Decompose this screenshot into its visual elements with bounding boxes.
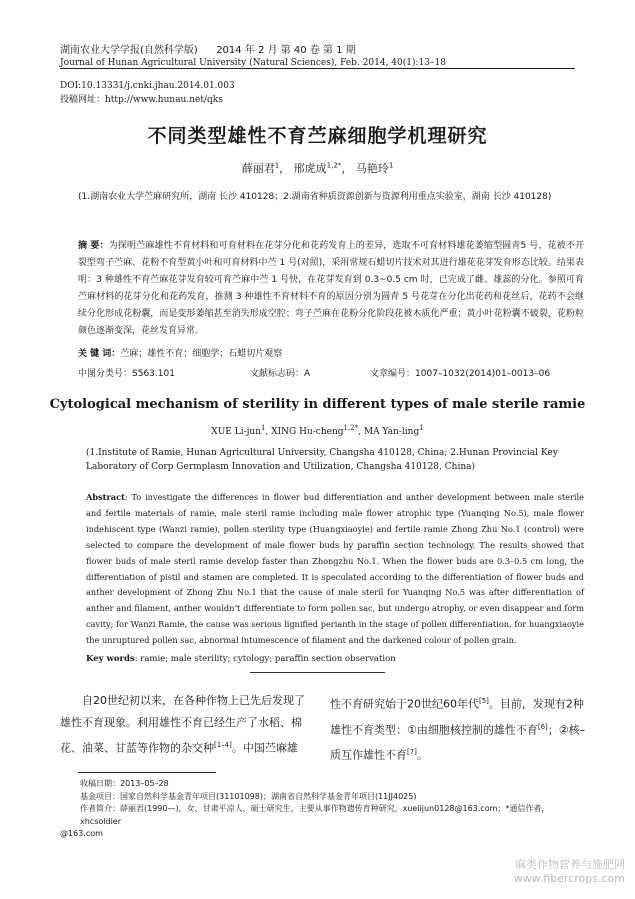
watermark-url: www.fibercrops.com	[513, 872, 625, 885]
author-name: 薛丽君	[241, 162, 275, 175]
title-cn: 不同类型雄性不育苎麻细胞学机理研究	[147, 125, 488, 147]
header-rule	[60, 68, 575, 69]
author-sup: 1	[388, 161, 394, 170]
footnotes	[60, 778, 585, 841]
author-name: XING Hu-cheng	[271, 427, 344, 437]
watermark	[514, 858, 625, 886]
authors-cn: 薛丽君$^1$， 邢虎成$^{1,2*}$， 马艳玲$^1$	[241, 161, 394, 175]
body-column-left: 自20世纪初以来，在各种作物上已先后发现了雄性不育现象。利用雄性不育已经生产了水稻、棉花、油菜、甘蓝等作物的杂交种[1–4]。中国苎麻雄	[60, 694, 305, 755]
author-name: 邢虎成	[293, 162, 327, 175]
keywords-en	[86, 654, 584, 664]
clc-value: S563.101	[132, 369, 175, 379]
submit-url[interactable]: http://www.hunau.net/qks	[105, 95, 223, 105]
author-name: XUE Li-jun	[211, 427, 261, 437]
author-sup: 1,2*	[343, 424, 359, 432]
author-bio: 作者简介：薛丽君(1990—)，女，甘肃平凉人，硕士研究生，主要从事作物遗传育种研究，xuelijun0128@163.com；*通信作者，xhcsoldier	[80, 804, 550, 826]
doi: DOI:10.13331/j.cnki.jhau.2014.01.003	[60, 81, 235, 91]
abstract-en	[86, 490, 584, 649]
author-email-tail: @163.com	[60, 829, 103, 838]
keywords-cn	[78, 346, 584, 359]
authors-en: XUE Li-jun$^1$, XING Hu-cheng$^{1,2*}$, MA Yan-ling$^1$	[211, 424, 424, 437]
affiliation-cn: (1.湖南农业大学苎麻研究所，湖南 长沙 410128；2.湖南省种质资源创新与资源利用重点实验室，湖南 长沙 410128)	[78, 192, 552, 202]
author-name: MA Yan-ling	[363, 427, 420, 437]
abstract-cn	[78, 238, 584, 340]
issue-info-cn: 2014 年 2 月 第 40 卷 第 1 期	[216, 45, 356, 56]
received-date: 收稿日期：2013–05–28	[80, 779, 169, 788]
affiliation-en: (1.Institute of Ramie, Hunan Agricultural University, Changsha 410128, China; 2.Hunan Provincial Key Laboratory of Corp Germplasm Innovation and Utilization, Changsha 410128, China)	[86, 448, 558, 472]
citation[interactable]: [7]	[407, 748, 417, 757]
citation[interactable]: [6]	[537, 722, 548, 731]
watermark-cn: 麻类作物营养与施肥网	[515, 858, 625, 871]
doc-code-label: 文献标志码：	[250, 369, 305, 379]
keywords-en-label: Key words	[86, 654, 135, 664]
abstract-cn-text: 为探明苎麻雄性不育材料和可育材料在花芽分化和花药发育上的差异，选取不可育材料雄花萎缩型圆青5 号、花被不开裂型弯子苎麻、花粉不育型黄小叶和可育材料中苎 1 号(对照)，采用常规石蜡切片技术对其进行雄花花芽发育形态比较。结果表明：3 种雄性不育苎麻花芽发育较可育苎麻中苎 1 号快，在花芽发育到 0.3~0.5 cm 时，已完成了雌、雄蕊的分化。参照可育苎麻材料的花芽分化和花药发育，推测 3 种雄性不育材料不育的原因分别为圆青 5 号花芽在分化出花药和花丝后，花药不会继续分化形成花粉囊，而是变形萎缩甚至消失形成空腔；弯子苎麻在花粉分化阶段花被木质化严重；黄小叶花粉囊不破裂，花粉粒颜色逐渐变深，花丝发育异常。	[78, 241, 585, 336]
author-sup: 1	[261, 424, 266, 432]
citation[interactable]: [5]	[479, 697, 489, 705]
author-name: 马艳玲	[355, 162, 389, 175]
submit-label: 投稿网址：	[60, 95, 106, 105]
clc-label: 中图分类号：	[78, 369, 133, 379]
section-divider	[250, 672, 385, 673]
abstract-cn-label: 摘 要：	[78, 241, 109, 251]
author-sup: 1	[274, 161, 280, 170]
journal-name-cn: 湖南农业大学学报(自然科学版)	[60, 45, 198, 56]
abstract-en-label: Abstract	[86, 492, 125, 502]
abstract-en-text: : To investigate the differences in flower bud differentiation and anther development between male sterile and fertile materials of ramie, male steril ramie including male flower atrophic type (Yuanqing No.5), male flower indehiscent type (Wanzi ramie), pollen sterility type (Huangxiaoyie) and fertile ramie Zhong Zhu No.1 (control) were selected to compare the development of male flower buds by paraffin section technology. The results showed that flower buds of male steril ramie develop faster than Zhongzhu No.1. When the flower buds are 0.3–0.5 cm long, the differentiation of pistil and stamen are completed. It is speculated according to the differentiation of flower buds and anther development of Zhong Zhu No.1 that the cause of male steril for Yuanqing No.5 was after differentiation of anther and filament, anther wouldn’t differentiate to form pollen sac, but undergo atrophy, or even disappear and form cavity; for Wanzi Ramie, the cause was serious lignified perianth in the stage of pollen differentiation, for huangxiaoyie the unruptured pollen sac, abnormal intumescence of filament and the darkened colour of pollen grain.	[86, 492, 584, 646]
keywords-cn-label: 关 键 词：	[78, 349, 121, 359]
fund-info: 基金项目：国家自然科学基金青年项目(31101098)；湖南省自然科学基金青年项目(11JJ4025)	[80, 791, 417, 801]
article-no-label: 文章编号：	[370, 369, 416, 379]
title-en: Cytological mechanism of sterility in different types of male sterile ramie	[49, 397, 586, 412]
running-header	[60, 44, 580, 69]
article-meta	[60, 79, 235, 107]
keywords-cn-text: 苎麻；雄性不育；细胞学；石蜡切片观察	[120, 349, 283, 359]
article-no-value: 1007–1032(2014)01–0013–06	[415, 369, 551, 379]
citation[interactable]: [1–4]	[214, 741, 232, 749]
footnote-rule	[78, 772, 216, 773]
body-column-right: 性不育研究始于20世纪60年代[5]。目前，发现有2种雄性不育类型：①由细胞核控制的雄性不育[6]；②核–质互作雄性不育[7]。	[330, 697, 586, 762]
author-sup: 1,2*	[326, 161, 342, 170]
doc-code-value: A	[304, 369, 311, 379]
journal-name-en: Journal of Hunan Agricultural University (Natural Sciences), Feb. 2014, 40(1):13–18	[60, 58, 446, 68]
author-sup: 1	[419, 424, 424, 432]
keywords-en-text: : ramie; male sterility; cytology; paraffin section observation	[134, 654, 396, 664]
